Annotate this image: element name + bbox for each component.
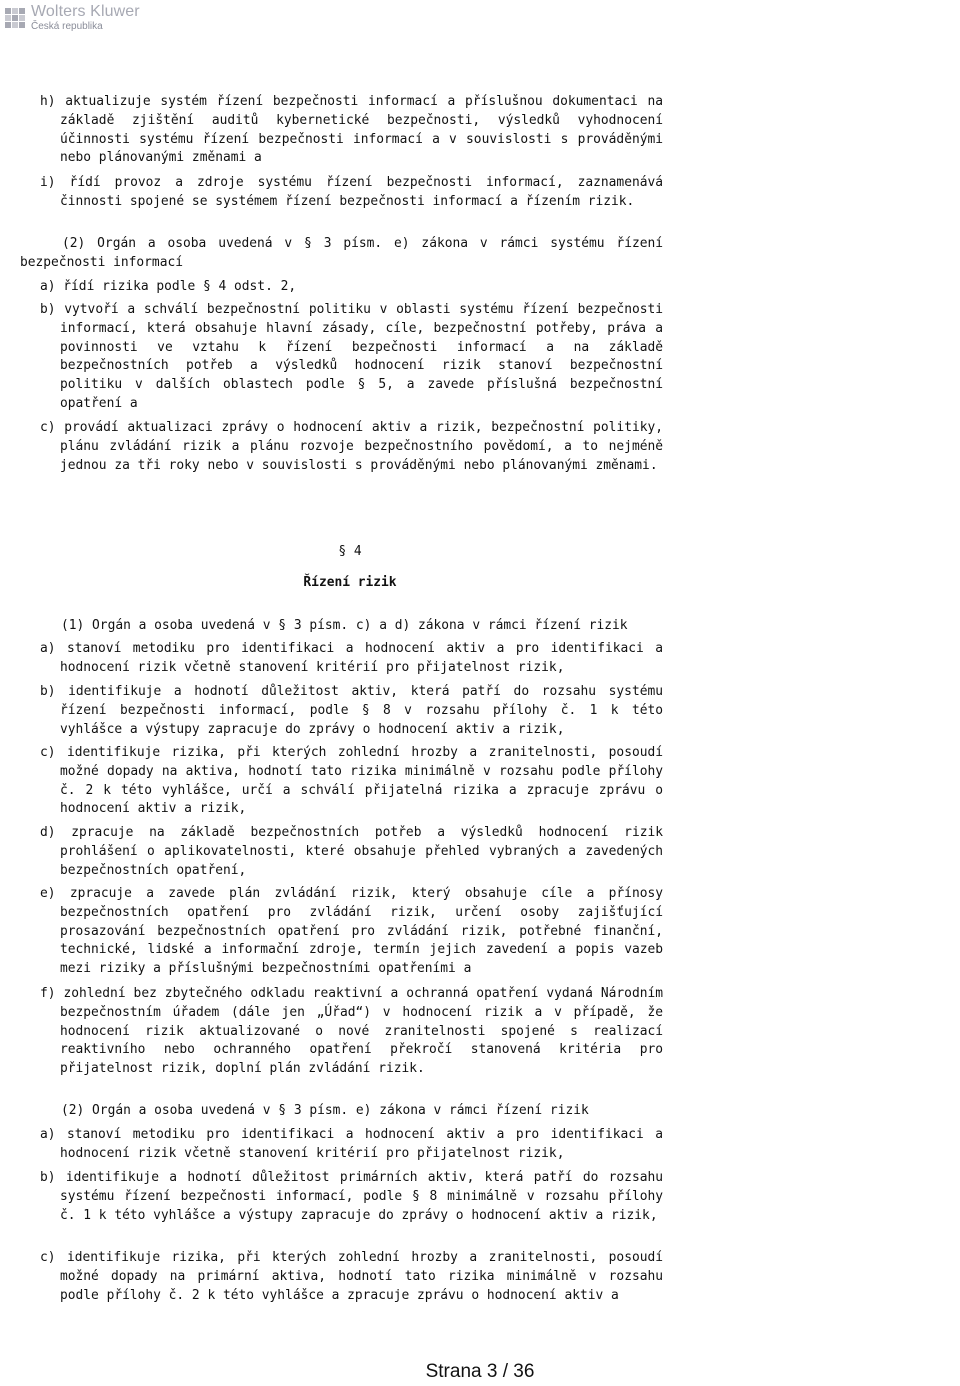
page-number: Strana 3 / 36	[425, 1361, 535, 1382]
brand-logo	[4, 4, 140, 32]
s4-p2-item-c: c) identifikuje rizika, při kterých zohlední hrozby a zranitelnosti, posoudí možné dopady na primární aktiva, hodnotí tato rizika minimálně v rozsahu podle přílohy č. 2 k této vyhlášce a zpracuje zprávu o hodnocení aktiv a	[40, 1250, 663, 1303]
s4-p2-item-b: b) identifikuje a hodnotí důležitost primárních aktiv, která patří do rozsahu systému řízení bezpečnosti informací, podle § 8 minimálně v rozsahu přílohy č. 1 k této vyhlášce a výstupy zapracuje do zprávy o hodnocení aktiv a rizik,	[40, 1170, 663, 1223]
s4-p2-item-a: a) stanoví metodiku pro identifikaci a hodnocení aktiv a pro identifikaci a hodnocení rizik včetně stanovení kritérií pro přijatelnost rizik,	[40, 1127, 663, 1161]
s4-p1-item-e: e) zpracuje a zavede plán zvládání rizik, který obsahuje cíle a přínosy bezpečnostních opatření pro zvládání rizik, určení osoby zajišťující prosazování bezpečnostních opatření pro zvládání rizik, potřebné finanční, technické, lidské a informační zdroje, termín jejich zavedení a popis vazeb mezi riziky a příslušnými bezpečnostními opatřeními a	[40, 886, 663, 977]
paragraph-2-intro: (2) Orgán a osoba uvedená v § 3 písm. e) zákona v rámci systému řízení bezpečnosti informací	[20, 236, 663, 270]
brand-name: Wolters Kluwer	[31, 3, 140, 20]
logo-text	[31, 4, 140, 32]
item-h: h) aktualizuje systém řízení bezpečnosti informací a příslušnou dokumentaci na základě zjištění auditů kybernetické bezpečnosti, výsledků vyhodnocení účinnosti systému řízení bezpečnosti informací a v souvislosti s prováděnými nebo plánovanými změnami a	[40, 94, 663, 166]
section-title: Řízení rizik	[303, 575, 397, 590]
section-number: § 4	[338, 544, 362, 559]
s4-p1-item-b: b) identifikuje a hodnotí důležitost aktiv, která patří do rozsahu systému řízení bezpečnosti informací, podle § 8 v rozsahu přílohy č. 1 k této vyhlášce a výstupy zapracuje do zprávy o hodnocení aktiv a rizik,	[40, 684, 663, 737]
s4-p2-intro: (2) Orgán a osoba uvedená v § 3 písm. e) zákona v rámci řízení rizik	[61, 1103, 589, 1118]
p2-item-c: c) provádí aktualizaci zprávy o hodnocení aktiv a rizik, bezpečnostní politiky, plánu zvládání rizik a plánu rozvoje bezpečnostního povědomí, a to nejméně jednou za tři roky nebo v souvislosti s prováděnými nebo plánovanými změnami.	[40, 420, 663, 473]
item-i: i) řídí provoz a zdroje systému řízení bezpečnosti informací, zaznamenává činnosti spojené se systémem řízení bezpečnosti informací a řízením rizik.	[40, 175, 663, 209]
p2-item-b: b) vytvoří a schválí bezpečnostní politiku v oblasti systému řízení bezpečnosti informací, která obsahuje hlavní zásady, cíle, bezpečnostní potřeby, práva a povinnosti ve vztahu k řízení bezpečnosti informací a na základě bezpečnostních potřeb a výsledků hodnocení rizik stanoví bezpečnostní politiku v dalších oblastech podle § 5, a zavede příslušná bezpečnostní opatření a	[40, 302, 663, 411]
p2-item-a: a) řídí rizika podle § 4 odst. 2,	[40, 279, 297, 294]
s4-p1-item-c: c) identifikuje rizika, při kterých zohlední hrozby a zranitelnosti, posoudí možné dopady na aktiva, hodnotí tato rizika minimálně v rozsahu podle přílohy č. 2 k této vyhlášce, určí a schválí přijatelná rizika a zpracuje zprávu o hodnocení aktiv a rizik,	[40, 745, 663, 817]
s4-p1-item-d: d) zpracuje na základě bezpečnostních potřeb a výsledků hodnocení rizik prohlášení o aplikovatelnosti, které obsahuje přehled vybraných a zavedených bezpečnostních opatření,	[40, 825, 663, 878]
brand-subtitle: Česká republika	[31, 21, 103, 32]
s4-p1-item-f: f) zohlední bez zbytečného odkladu reaktivní a ochranná opatření vydaná Národním bezpečnostním úřadem (dále jen „Úřad“) v hodnocení rizik a v případě, že hodnocení rizik aktualizované o nové zranitelnosti spojené s realizací reaktivního nebo ochranného opatření překročí stanovená kritéria pro přijatelnost rizik, doplní plán zvládání rizik.	[40, 986, 663, 1077]
s4-p1-item-a: a) stanoví metodiku pro identifikaci a hodnocení aktiv a pro identifikaci a hodnocení rizik včetně stanovení kritérií pro přijatelnost rizik,	[40, 641, 663, 675]
wolters-kluwer-logo-icon	[4, 7, 26, 29]
s4-p1-intro: (1) Orgán a osoba uvedená v § 3 písm. c) a d) zákona v rámci řízení rizik	[61, 618, 628, 633]
